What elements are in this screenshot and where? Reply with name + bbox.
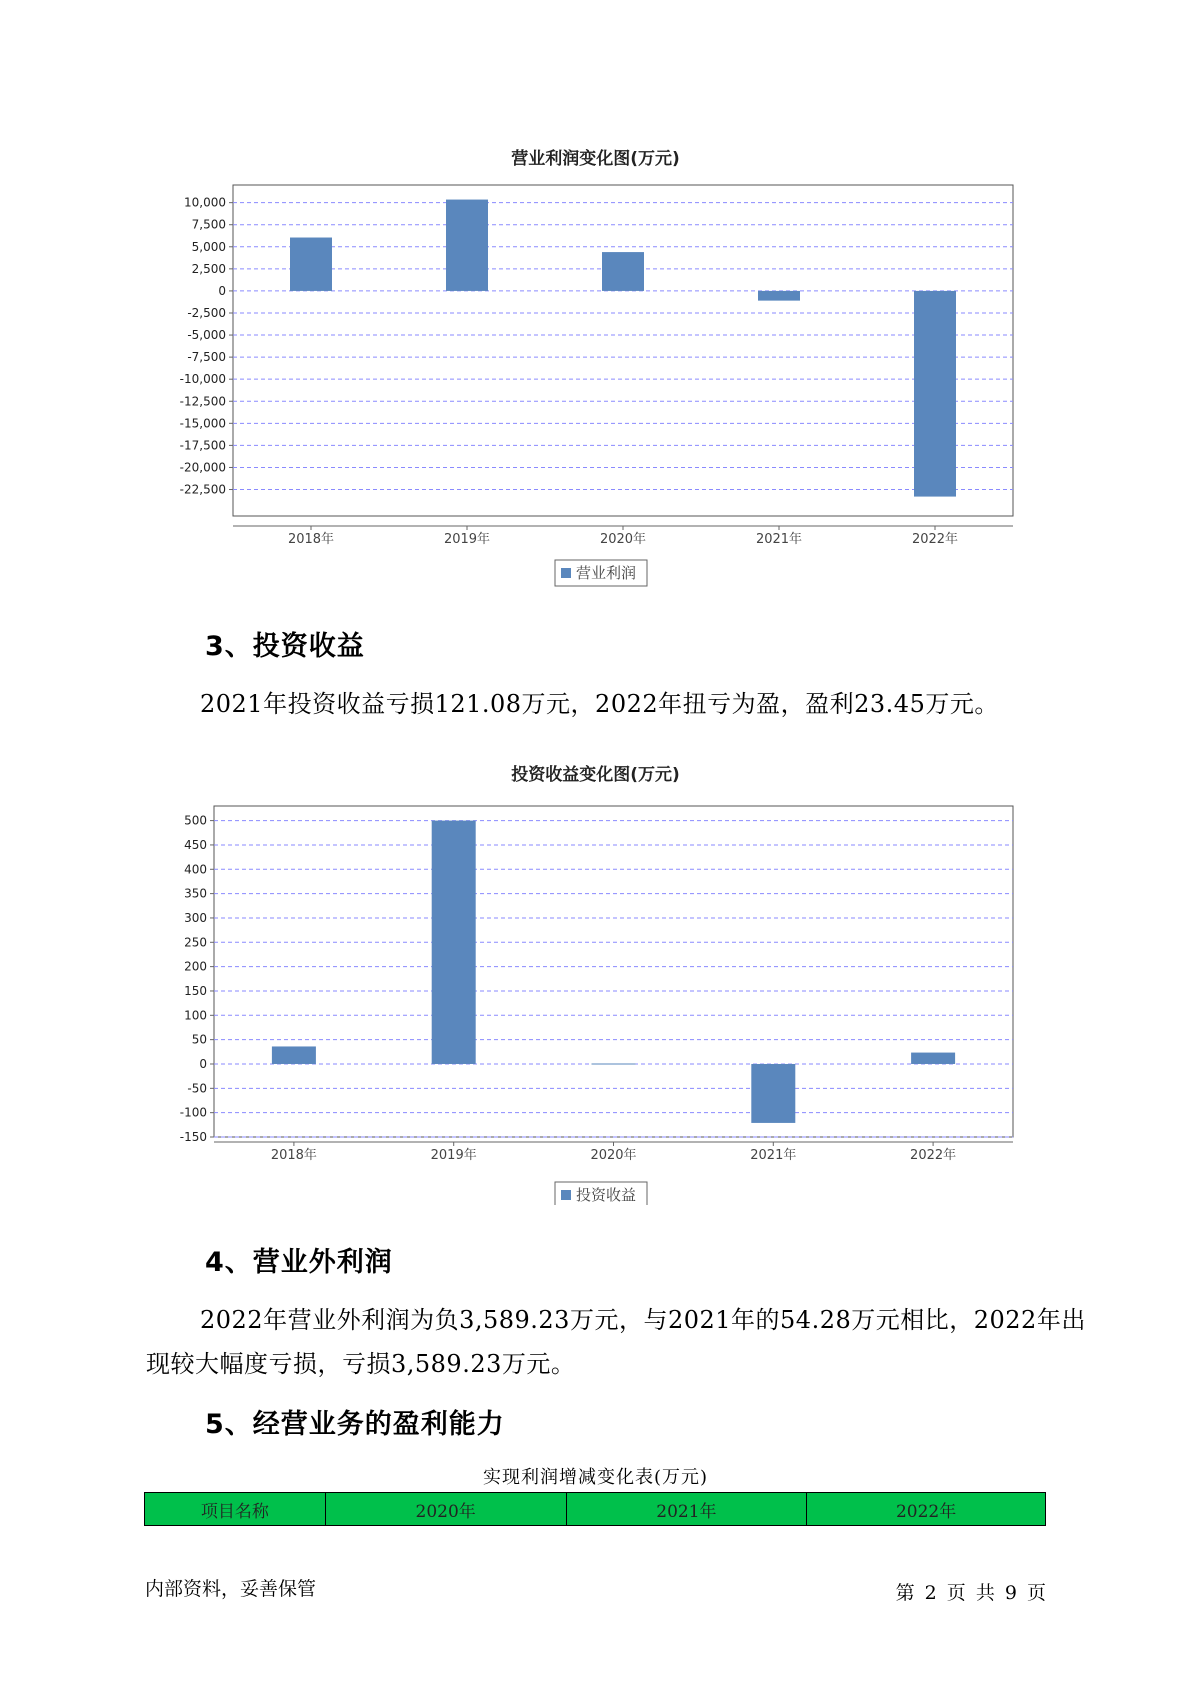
section-heading-non-operating-profit: 4、营业外利润 xyxy=(205,1247,393,1278)
y-tick-label: -7,500 xyxy=(187,350,226,365)
y-tick-label: 2,500 xyxy=(191,261,226,276)
operating-profit-chart xyxy=(0,170,1191,590)
y-tick-label: 350 xyxy=(184,886,207,901)
x-tick-label: 2022年 xyxy=(911,532,959,547)
y-tick-label: -5,000 xyxy=(187,328,226,343)
table-header-cell: 2021年 xyxy=(566,1493,807,1526)
bar-2022年 xyxy=(911,1053,955,1064)
legend-label: 营业利润 xyxy=(576,564,637,582)
y-tick-label: -150 xyxy=(179,1130,207,1144)
y-tick-label: 0 xyxy=(218,283,226,298)
y-tick-label: 300 xyxy=(184,910,207,925)
table-header-cell: 项目名称 xyxy=(145,1493,326,1526)
legend-swatch xyxy=(561,568,571,578)
legend xyxy=(555,1182,647,1205)
table-header-cell: 2022年 xyxy=(807,1493,1046,1526)
y-tick-label: 450 xyxy=(184,837,207,852)
investment-income-paragraph: 2021年投资收益亏损121.08万元，2022年扭亏为盈，盈利23.45万元。 xyxy=(200,690,999,718)
y-tick-label: -12,500 xyxy=(179,394,226,409)
table-title: 实现利润增减变化表(万元) xyxy=(482,1467,709,1488)
section-heading-profitability: 5、经营业务的盈利能力 xyxy=(205,1409,505,1440)
footer-page-number: 第 2 页 共 9 页 xyxy=(895,1582,1046,1604)
y-tick-label: -10,000 xyxy=(179,372,226,387)
y-tick-label: -22,500 xyxy=(179,482,226,497)
bar-2019年 xyxy=(432,821,476,1064)
legend-swatch xyxy=(561,1190,571,1200)
y-tick-label: -100 xyxy=(179,1105,207,1120)
bar-2019年 xyxy=(446,200,488,291)
y-tick-label: 500 xyxy=(184,813,207,828)
x-tick-label: 2018年 xyxy=(287,532,335,547)
bar-2018年 xyxy=(290,238,332,291)
y-tick-label: 400 xyxy=(184,862,207,877)
section-heading-investment-income: 3、投资收益 xyxy=(205,631,365,662)
y-tick-label: 200 xyxy=(184,959,207,974)
legend-label: 投资收益 xyxy=(576,1186,637,1204)
y-tick-label: 100 xyxy=(184,1008,207,1023)
x-tick-label: 2019年 xyxy=(430,1148,477,1163)
x-tick-label: 2020年 xyxy=(599,532,647,547)
bar-2020年 xyxy=(592,1063,636,1064)
y-tick-label: -17,500 xyxy=(179,438,226,453)
x-tick-label: 2022年 xyxy=(910,1148,957,1163)
plot-area xyxy=(214,806,1013,1137)
footer-confidential-note: 内部资料，妥善保管 xyxy=(145,1578,317,1600)
chart2-title: 投资收益变化图(万元) xyxy=(511,765,680,785)
y-tick-label: 150 xyxy=(184,983,207,998)
y-tick-label: 0 xyxy=(199,1056,207,1071)
y-tick-label: -2,500 xyxy=(187,305,226,320)
table-header-row xyxy=(145,1493,1046,1526)
y-tick-label: -20,000 xyxy=(179,460,226,475)
bar-2021年 xyxy=(751,1064,795,1123)
table-header-cell: 2020年 xyxy=(325,1493,566,1526)
y-tick-label: -50 xyxy=(187,1081,207,1096)
investment-income-chart xyxy=(0,785,1191,1205)
bar-2021年 xyxy=(758,291,800,301)
chart1-title: 营业利润变化图(万元) xyxy=(511,149,680,169)
x-tick-label: 2021年 xyxy=(750,1148,797,1163)
x-tick-label: 2020年 xyxy=(590,1148,637,1163)
x-tick-label: 2021年 xyxy=(755,532,803,547)
non-operating-profit-paragraph: 2022年营业外利润为负3,589.23万元，与2021年的54.28万元相比，2022年出现较大幅度亏损，亏损3,589.23万元。 xyxy=(146,1306,1086,1378)
legend xyxy=(555,560,647,586)
y-tick-label: 5,000 xyxy=(191,239,226,254)
plot-area xyxy=(233,185,1013,516)
bar-2022年 xyxy=(914,291,956,497)
y-tick-label: 10,000 xyxy=(184,195,226,210)
y-tick-label: 250 xyxy=(184,935,207,950)
bar-2020年 xyxy=(602,252,644,291)
x-tick-label: 2019年 xyxy=(443,532,491,547)
x-tick-label: 2018年 xyxy=(270,1148,317,1163)
bar-2018年 xyxy=(272,1046,316,1064)
profit-change-table xyxy=(144,1492,1046,1526)
y-tick-label: -15,000 xyxy=(179,416,226,431)
y-tick-label: 50 xyxy=(191,1032,207,1047)
y-tick-label: 7,500 xyxy=(191,217,226,232)
